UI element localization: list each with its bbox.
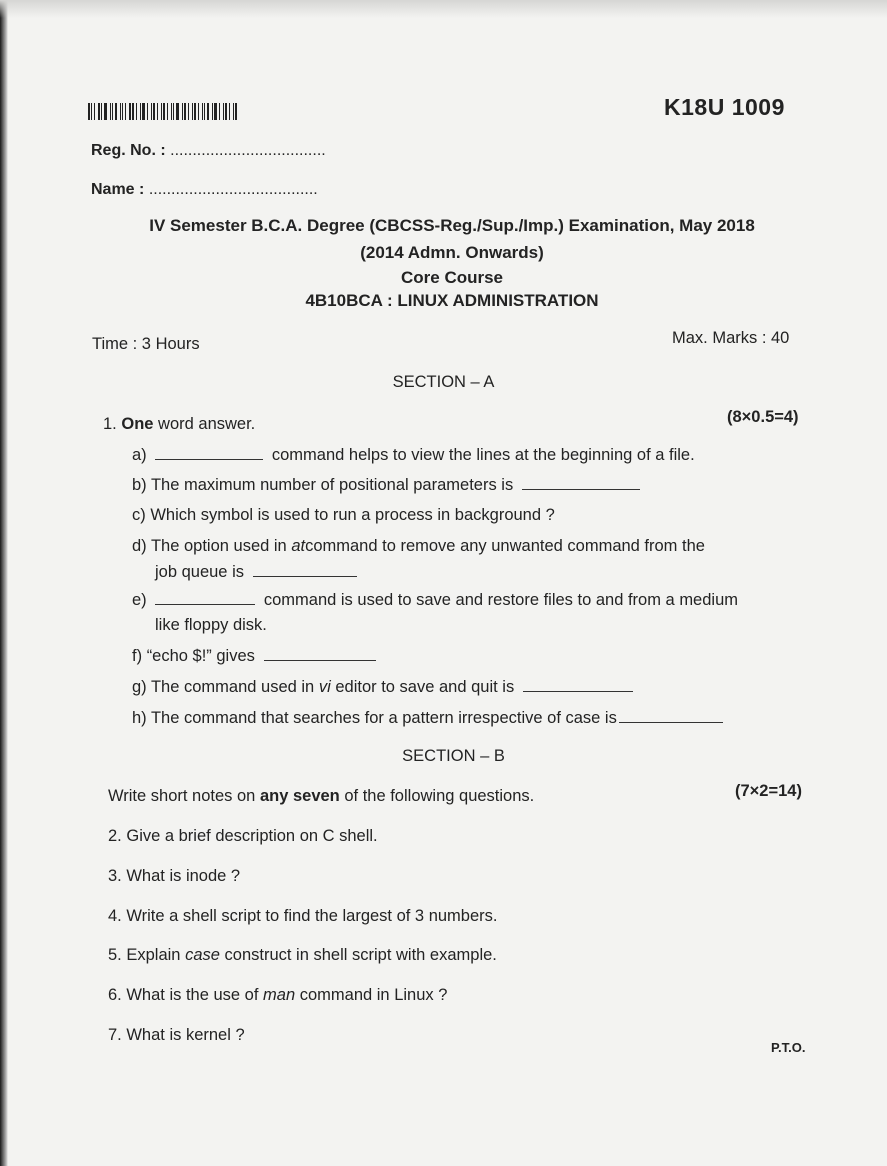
item-label: g) bbox=[132, 678, 147, 696]
question-7 bbox=[108, 1026, 245, 1045]
barcode-bar bbox=[192, 103, 193, 120]
item-text: “echo $!” gives bbox=[146, 647, 255, 665]
item-e bbox=[132, 591, 738, 610]
barcode-bar bbox=[115, 103, 117, 120]
barcode-bar bbox=[112, 103, 113, 120]
barcode-bar bbox=[129, 103, 131, 120]
answer-blank bbox=[155, 447, 263, 460]
item-text-cont: job queue is bbox=[155, 563, 244, 581]
instruction-post: of the following questions. bbox=[344, 787, 535, 805]
question-text: What is kernel ? bbox=[126, 1026, 245, 1044]
barcode-bar bbox=[120, 103, 121, 120]
question-6 bbox=[108, 986, 447, 1005]
item-label: b) bbox=[132, 476, 147, 494]
question-5 bbox=[108, 946, 497, 965]
barcode-bar bbox=[94, 103, 95, 120]
item-d-line2 bbox=[155, 563, 357, 582]
item-h bbox=[132, 709, 723, 728]
question-1 bbox=[103, 415, 255, 434]
barcode-bar bbox=[101, 103, 102, 120]
question-number: 5. bbox=[108, 946, 122, 964]
barcode-bar bbox=[198, 103, 199, 120]
section-b-heading: SECTION – B bbox=[402, 747, 505, 765]
barcode-bar bbox=[214, 103, 217, 120]
barcode-bar bbox=[140, 103, 141, 120]
answer-blank bbox=[264, 648, 376, 661]
question-number: 3. bbox=[108, 867, 122, 885]
item-label: h) bbox=[132, 709, 147, 727]
question-text-post: command in Linux ? bbox=[299, 986, 448, 1004]
question-number: 1. bbox=[103, 415, 117, 433]
item-text-cont: like floppy disk. bbox=[155, 616, 267, 634]
item-text: The command that searches for a pattern irrespective of case is bbox=[150, 709, 617, 727]
barcode-bar bbox=[147, 103, 148, 120]
name-field bbox=[91, 181, 318, 199]
item-g bbox=[132, 678, 633, 697]
barcode-bar bbox=[194, 103, 196, 120]
barcode-bar bbox=[91, 103, 92, 120]
barcode-bar bbox=[207, 103, 209, 120]
question-2 bbox=[108, 827, 378, 846]
section-b-marks: (7×2=14) bbox=[735, 782, 802, 800]
barcode-bar bbox=[229, 103, 230, 120]
item-text-post: command to remove any unwanted command from the bbox=[305, 537, 705, 555]
barcode-bar bbox=[136, 103, 137, 120]
answer-blank bbox=[522, 477, 640, 490]
instruction-emphasis: any seven bbox=[259, 787, 340, 805]
question-3 bbox=[108, 867, 240, 886]
scan-edge-shadow bbox=[0, 0, 8, 1166]
barcode-bar bbox=[223, 103, 224, 120]
barcode-bar bbox=[184, 103, 186, 120]
barcode-bar bbox=[157, 103, 158, 120]
item-d bbox=[132, 537, 705, 556]
item-label: c) bbox=[132, 506, 146, 524]
barcode bbox=[88, 103, 246, 120]
item-a bbox=[132, 446, 695, 465]
item-label: e) bbox=[132, 591, 147, 609]
name-label: Name : bbox=[91, 181, 145, 198]
barcode-bar bbox=[202, 103, 203, 120]
barcode-bar bbox=[182, 103, 183, 120]
item-e-line2 bbox=[155, 616, 267, 635]
admission-note: (2014 Admn. Onwards) bbox=[360, 243, 544, 262]
reg-no-dots: ................................... bbox=[170, 142, 326, 159]
reg-no-field bbox=[91, 142, 326, 160]
section-a-marks: (8×0.5=4) bbox=[727, 408, 799, 426]
barcode-bar bbox=[167, 103, 168, 120]
section-a-heading: SECTION – A bbox=[392, 373, 495, 391]
barcode-bar bbox=[171, 103, 172, 120]
question-emphasis: One bbox=[121, 415, 154, 433]
question-text-post: construct in shell script with example. bbox=[224, 946, 497, 964]
barcode-bar bbox=[151, 103, 152, 120]
question-text-italic: case bbox=[185, 946, 220, 964]
answer-blank bbox=[523, 679, 633, 692]
barcode-bar bbox=[233, 103, 234, 120]
barcode-bar bbox=[98, 103, 100, 120]
item-text-post: editor to save and quit is bbox=[335, 678, 515, 696]
exam-title: IV Semester B.C.A. Degree (CBCSS-Reg./Sup./Imp.) Examination, May 2018 bbox=[149, 216, 755, 235]
question-text-pre: Explain bbox=[126, 946, 181, 964]
question-number: 7. bbox=[108, 1026, 122, 1044]
name-dots: ...................................... bbox=[148, 181, 318, 198]
item-label: d) bbox=[132, 537, 147, 555]
question-number: 6. bbox=[108, 986, 122, 1004]
question-text: word answer. bbox=[158, 415, 256, 433]
item-text-italic: at bbox=[291, 537, 306, 555]
max-marks: Max. Marks : 40 bbox=[672, 329, 790, 347]
time-allowed: Time : 3 Hours bbox=[92, 335, 200, 353]
barcode-bar bbox=[132, 103, 134, 120]
item-text: command is used to save and restore files to and from a medium bbox=[263, 591, 739, 609]
barcode-bar bbox=[173, 103, 174, 120]
barcode-bar bbox=[219, 103, 220, 120]
course-name: 4B10BCA : LINUX ADMINISTRATION bbox=[305, 291, 599, 310]
question-text: What is inode ? bbox=[126, 867, 241, 885]
question-4 bbox=[108, 907, 497, 926]
barcode-bar bbox=[153, 103, 155, 120]
item-text-pre: The option used in bbox=[150, 537, 287, 555]
barcode-bar bbox=[161, 103, 162, 120]
item-text-pre: The command used in bbox=[150, 678, 315, 696]
barcode-bar bbox=[104, 103, 107, 120]
barcode-bar bbox=[125, 103, 126, 120]
answer-blank bbox=[619, 710, 723, 723]
paper-code: K18U 1009 bbox=[664, 94, 785, 120]
question-number: 2. bbox=[108, 827, 122, 845]
section-b-instructions bbox=[108, 787, 534, 806]
item-label: a) bbox=[132, 446, 147, 464]
barcode-bar bbox=[235, 103, 237, 120]
barcode-bar bbox=[225, 103, 227, 120]
course-type: Core Course bbox=[400, 268, 504, 287]
question-text-pre: What is the use of bbox=[126, 986, 259, 1004]
barcode-bar bbox=[110, 103, 111, 120]
item-text: Which symbol is used to run a process in background ? bbox=[150, 506, 555, 524]
item-label: f) bbox=[132, 647, 143, 665]
scan-top-shadow bbox=[0, 0, 887, 18]
question-number: 4. bbox=[108, 907, 122, 925]
question-text-italic: man bbox=[263, 986, 296, 1004]
page-turn-note: P.T.O. bbox=[771, 1040, 806, 1055]
barcode-bar bbox=[176, 103, 179, 120]
item-c bbox=[132, 506, 555, 525]
barcode-bar bbox=[163, 103, 165, 120]
barcode-bar bbox=[204, 103, 205, 120]
answer-blank bbox=[253, 564, 357, 577]
barcode-bar bbox=[142, 103, 145, 120]
item-text: command helps to view the lines at the beginning of a file. bbox=[271, 446, 695, 464]
item-b bbox=[132, 476, 640, 495]
barcode-bar bbox=[122, 103, 123, 120]
instruction-pre: Write short notes on bbox=[108, 787, 256, 805]
question-text: Give a brief description on C shell. bbox=[126, 827, 378, 845]
item-text-italic: vi bbox=[318, 678, 331, 696]
answer-blank bbox=[155, 592, 255, 605]
reg-no-label: Reg. No. : bbox=[91, 142, 166, 159]
barcode-bar bbox=[188, 103, 189, 120]
item-f bbox=[132, 647, 376, 666]
barcode-bar bbox=[88, 103, 90, 120]
barcode-bar bbox=[212, 103, 213, 120]
question-text: Write a shell script to find the largest of 3 numbers. bbox=[126, 907, 498, 925]
item-text: The maximum number of positional parameters is bbox=[150, 476, 514, 494]
